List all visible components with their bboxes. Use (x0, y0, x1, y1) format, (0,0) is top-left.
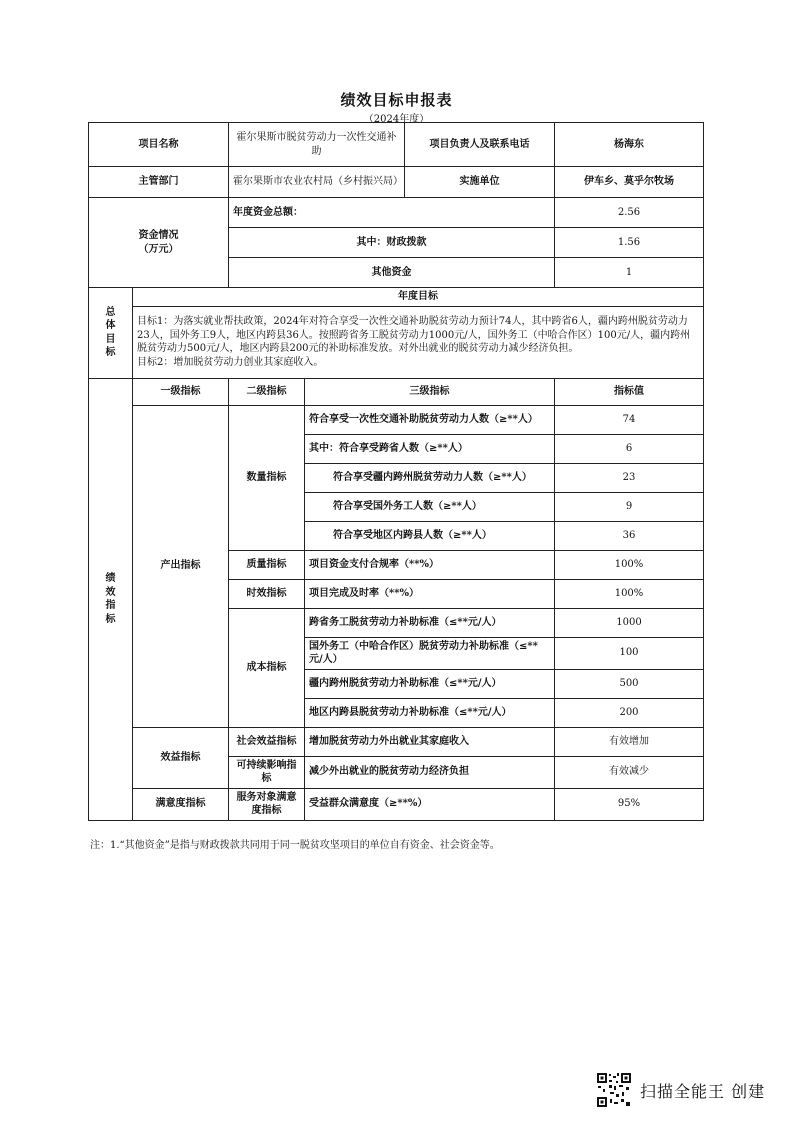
leader-label: 项目负责人及联系电话 (429, 138, 530, 150)
impl-value: 伊车乡、莫乎尔牧场 (555, 167, 704, 198)
project-name-label: 项目名称 (89, 123, 229, 167)
indicator-row-value: 1000 (555, 608, 704, 637)
funds-fiscal-label: 其中：财政拨款 (229, 228, 555, 258)
indicator-row-name: 疆内跨州脱贫劳动力补助标准（≤**元/人） (305, 669, 555, 698)
indicator-row-value: 200 (555, 698, 704, 727)
goal-target-2: 目标2：增加脱贫劳动力创业其家庭收入。 (137, 356, 324, 368)
indicator-row-value: 23 (555, 463, 704, 492)
page-title: 绩效目标申报表 (340, 91, 453, 109)
indicator-row-name: 国外务工（中哈合作区）脱贫劳动力补助标准（≤**元/人） (305, 637, 555, 669)
col-header-level3: 三级指标 (305, 378, 555, 405)
indicators-side-label: 绩 效 指 标 (89, 378, 133, 820)
sustainable-name: 减少外出就业的脱贫劳动力经济负担 (305, 756, 555, 788)
indicator-row-name: 符合享受地区内跨县人数（≥**人） (305, 521, 555, 550)
performance-target-table (88, 122, 704, 821)
indicator-row-name: 跨省务工脱贫劳动力补助标准（≤**元/人） (305, 608, 555, 637)
funds-total-label: 年度资金总额： (229, 198, 555, 228)
funds-label (89, 198, 229, 288)
quality-indicator-label: 质量指标 (229, 550, 305, 579)
dept-label: 主管部门 (89, 167, 229, 198)
funds-other-label: 其他资金 (229, 258, 555, 288)
funds-fiscal-value: 1.56 (555, 228, 704, 258)
project-name-text: 霍尔果斯市脱贫劳动力一次性交通补助 (229, 123, 405, 166)
project-name-value (229, 123, 555, 167)
quantity-indicator-label: 数量指标 (229, 405, 305, 550)
dept-text: 霍尔果斯市农业农村局（乡村振兴局） (229, 167, 405, 197)
satisfaction-indicator-label: 满意度指标 (133, 788, 229, 820)
qr-code-icon (596, 1072, 632, 1108)
goal-side-label: 总 体 目 标 (89, 288, 133, 379)
goal-text (133, 306, 704, 378)
funds-label-line2: （万元） (138, 243, 179, 255)
dept-value (229, 167, 555, 198)
watermark-text: 扫描全能王 创建 (640, 1081, 766, 1101)
funds-other-value: 1 (555, 258, 704, 288)
cost-indicator-label: 成本指标 (229, 608, 305, 727)
leader-value: 杨海东 (555, 123, 704, 167)
goal-target-1: 目标1：为落实就业帮扶政策，2024年对符合享受一次性交通补助脱贫劳动力预计74人，其中跨省6人，疆内跨州脱贫劳动力23人，国外务工9人，地区内跨县36人。按照跨省务工脱贫劳动力1000元/人，国外务工（中哈合作区）100元/人，疆内跨州脱贫劳动力500元/人，地区内跨县200元的补助标准发放。对外出就业的脱贫劳动力减少经济负担。 (137, 316, 691, 354)
indicator-row-value: 74 (555, 405, 704, 434)
satisfaction-sub-label: 服务对象满意度指标 (229, 788, 305, 820)
indicator-row-value: 6 (555, 434, 704, 463)
col-header-level1: 一级指标 (133, 378, 229, 405)
indicator-row-name: 符合享受疆内跨州脱贫劳动力人数（≥**人） (305, 463, 555, 492)
satisfaction-name: 受益群众满意度（≥**%） (305, 788, 555, 820)
col-header-level2: 二级指标 (229, 378, 305, 405)
scanner-watermark (596, 1072, 765, 1108)
timeliness-indicator-name: 项目完成及时率（**%） (305, 579, 555, 608)
timeliness-indicator-label: 时效指标 (229, 579, 305, 608)
indicator-row-name: 地区内跨县脱贫劳动力补助标准（≤**元/人） (305, 698, 555, 727)
funds-total-value: 2.56 (555, 198, 704, 228)
indicator-row-value: 100 (555, 637, 704, 669)
indicator-row-name: 其中：符合享受跨省人数（≥**人） (305, 434, 555, 463)
goal-header: 年度目标 (133, 288, 704, 307)
satisfaction-value: 95% (555, 788, 704, 820)
benefit-indicator-label: 效益指标 (133, 727, 229, 788)
indicator-row-value: 9 (555, 492, 704, 521)
funds-label-line1: 资金情况 (138, 230, 179, 241)
quality-indicator-name: 项目资金支付合规率（**%） (305, 550, 555, 579)
social-benefit-label: 社会效益指标 (229, 727, 305, 756)
output-indicator-label: 产出指标 (133, 405, 229, 727)
sustainable-label: 可持续影响指标 (229, 756, 305, 788)
indicator-row-value: 500 (555, 669, 704, 698)
indicator-row-value: 36 (555, 521, 704, 550)
timeliness-indicator-value: 100% (555, 579, 704, 608)
indicator-row-name: 符合享受一次性交通补助脱贫劳动力人数（≥**人） (305, 405, 555, 434)
social-benefit-value: 有效增加 (555, 727, 704, 756)
col-header-value: 指标值 (555, 378, 704, 405)
sustainable-value: 有效减少 (555, 756, 704, 788)
quality-indicator-value: 100% (555, 550, 704, 579)
indicator-row-name: 符合享受国外务工人数（≥**人） (305, 492, 555, 521)
social-benefit-name: 增加脱贫劳动力外出就业其家庭收入 (305, 727, 555, 756)
page-subtitle: （2024年度） (363, 114, 430, 125)
impl-label: 实施单位 (459, 176, 500, 188)
footnote: 注：1.“其他资金”是指与财政拨款共同用于同一脱贫攻坚项目的单位自有资金、社会资金等。 (90, 840, 500, 851)
